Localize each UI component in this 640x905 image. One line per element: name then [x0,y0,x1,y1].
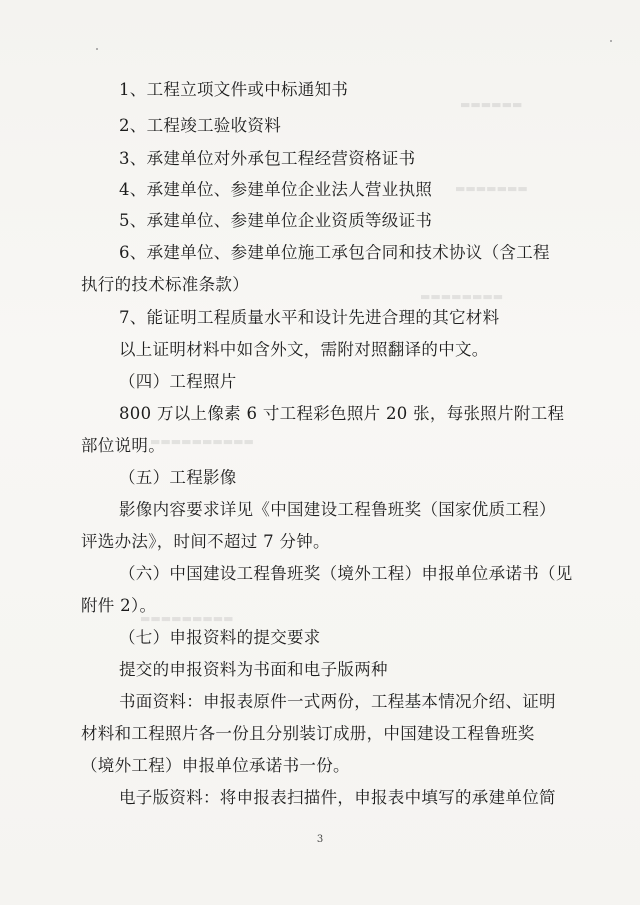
text-line: 4、承建单位、参建单位企业法人营业执照 [119,180,433,199]
text-line: 5、承建单位、参建单位企业资质等级证书 [119,211,433,230]
text-line: 评选办法》，时间不超过 7 分钟。 [81,532,330,551]
scan-speck [610,40,612,42]
text-line: 800 万以上像素 6 寸工程彩色照片 20 张，每张照片附工程 [119,404,565,423]
text-line: （境外工程）申报单位承诺书一份。 [81,756,350,775]
text-line: 材料和工程照片各一份且分别装订成册，中国建设工程鲁班奖 [81,724,535,743]
section-heading: （四）工程照片 [119,372,237,391]
text-line: 6、承建单位、参建单位施工承包合同和技术协议（含工程 [119,243,550,262]
text-line: 影像内容要求详见《中国建设工程鲁班奖（国家优质工程） [119,500,556,519]
text-line: 提交的申报资料为书面和电子版两种 [119,660,388,679]
bleed-through-mark: ▬▬▬▬▬▬▬▬▬▬ [150,435,254,448]
bleed-through-mark: ▬▬▬▬▬▬▬ [455,182,528,195]
text-line: 部位说明。 [81,436,165,455]
text-line: 3、承建单位对外承包工程经营资格证书 [119,149,416,168]
text-line: 执行的技术标准条款） [81,275,249,294]
text-line: 7、能证明工程质量水平和设计先进合理的其它材料 [119,308,500,327]
scan-speck [96,48,98,50]
section-heading: （七）申报资料的提交要求 [119,628,321,647]
bleed-through-mark: ▬▬▬▬▬▬▬▬ [420,290,504,303]
section-heading: （五）工程影像 [119,468,237,487]
bleed-through-mark: ▬▬▬▬▬▬ [460,98,523,111]
text-line: 书面资料：申报表原件一式两份，工程基本情况介绍、证明 [119,692,556,711]
text-line: 1、工程立项文件或中标通知书 [119,80,349,99]
text-line: 2、工程竣工验收资料 [119,116,281,135]
section-heading: （六）中国建设工程鲁班奖（境外工程）申报单位承诺书（见 [119,564,573,583]
text-line: 电子版资料：将申报表扫描件，申报表中填写的承建单位简 [119,788,556,807]
text-line: 以上证明材料中如含外文，需附对照翻译的中文。 [119,340,489,359]
page-number: 3 [316,834,324,845]
text-line: 附件 2）。 [81,596,157,615]
bleed-through-mark: ▬▬▬▬▬▬▬▬▬ [140,612,234,625]
